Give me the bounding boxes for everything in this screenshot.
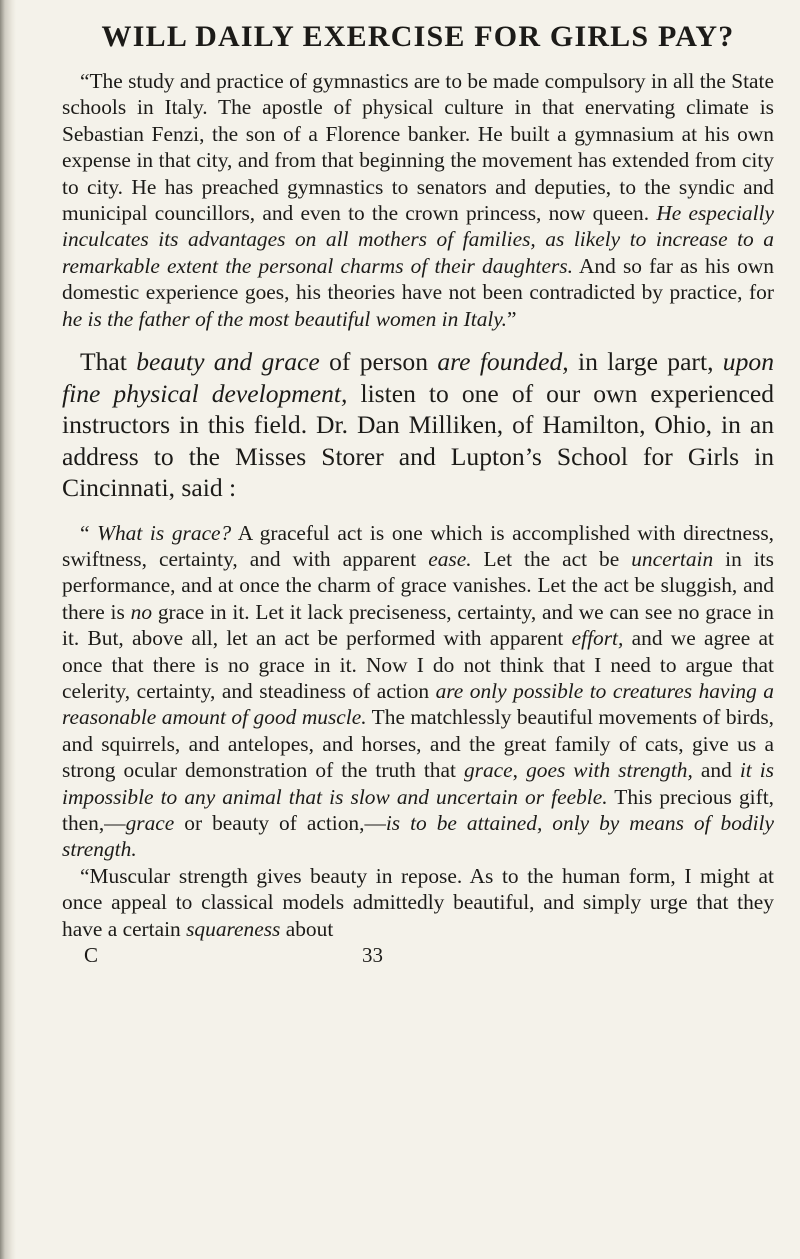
body-paragraph: [62, 346, 774, 504]
emphasis: He especially inculcates its advantages on all mothers of families, as likely to increase to a remarkable extent the personal charms of their daughters.: [62, 201, 774, 278]
text: or beauty of action,—: [174, 811, 386, 836]
text: about: [280, 916, 334, 941]
text: ”: [507, 306, 517, 331]
text: “The study and practice of gymnastics are to be made compulsory in all the State schools in Italy. The apostle of physical culture in that enervating climate is Sebastian Fenzi, the son of a Florence banker. He built a gymnasium at his own expense in that city, and from that beginning the movement has extended from city to city. He has preached gymnastics to senators and deputies, to the syndic and municipal councillors, and even to the crown princess, now queen.: [62, 69, 774, 226]
quote-fenzi: [62, 68, 774, 332]
emphasis: effort,: [571, 626, 624, 651]
emphasis: grace: [463, 758, 513, 783]
text: and: [692, 758, 740, 783]
signature-mark: C: [84, 943, 99, 968]
text: grace in it. Let it lack preciseness, certainty, and we can see no grace in it. But, above all, let an act be performed with apparent: [62, 599, 774, 651]
text: ,: [512, 758, 527, 783]
emphasis: grace: [125, 811, 175, 836]
text: in large part,: [568, 347, 723, 377]
emphasis: is to be attained, only by means of bodily strength.: [62, 811, 774, 862]
emphasis: beauty and grace: [136, 347, 320, 377]
text: That: [80, 347, 137, 377]
emphasis: no: [130, 599, 153, 624]
emphasis: uncertain: [631, 546, 714, 571]
book-spine-shadow: [0, 0, 16, 1259]
quote-milliken-grace: [62, 520, 774, 863]
text: and we agree at once that there is no grace in it. Now I do not think that I need to argue that celerity, certainty, and steadiness of action: [62, 626, 774, 703]
emphasis: upon fine physical development,: [62, 347, 774, 408]
text: listen to one of our own experienced instructors in this field. Dr. Dan Milliken, of Hamilton, Ohio, in an address to the Misses Storer and Lupton’s School for Girls in Cincinnati, said :: [62, 378, 774, 503]
emphasis: goes with strength,: [526, 758, 693, 783]
emphasis: What is grace?: [97, 520, 232, 545]
text: A graceful act is one which is accomplished with directness, swiftness, certainty, and with apparent: [62, 520, 774, 571]
text: Let the act be: [471, 546, 632, 571]
text: “Muscular strength gives beauty in repose. As to the human form, I might at once appeal to classical models admittedly beautiful, and simply urge that they have a certain: [62, 863, 774, 941]
emphasis: ease.: [428, 546, 472, 571]
emphasis: he is the father of the most beautiful women in Italy.: [62, 306, 507, 331]
text: in its performance, and at once the charm of grace vanishes. Let the act be sluggish, and there is: [62, 546, 775, 624]
book-page: [62, 20, 774, 968]
text: The matchlessly beautiful movements of birds, and squirrels, and antelopes, and horses, and the great family of cats, give us a strong ocular demonstration of the truth that: [62, 705, 774, 783]
emphasis: squareness: [186, 916, 281, 941]
emphasis: are only possible to creatures having a reasonable amount of good muscle.: [62, 679, 774, 730]
emphasis: are founded,: [437, 347, 569, 377]
page-footer: [62, 942, 774, 968]
text: “: [80, 520, 98, 545]
quote-milliken-strength: [62, 863, 774, 942]
text: This precious gift, then,—: [62, 784, 774, 836]
text: of person: [319, 347, 438, 377]
emphasis: it is impossible to any animal that is slow and uncertain or feeble.: [62, 758, 774, 809]
page-number: 33: [362, 943, 383, 968]
running-head: WILL DAILY EXERCISE FOR GIRLS PAY?: [101, 20, 735, 53]
text: And so far as his own domestic experience goes, his theories have not been contradicted by practice, for: [62, 253, 774, 305]
